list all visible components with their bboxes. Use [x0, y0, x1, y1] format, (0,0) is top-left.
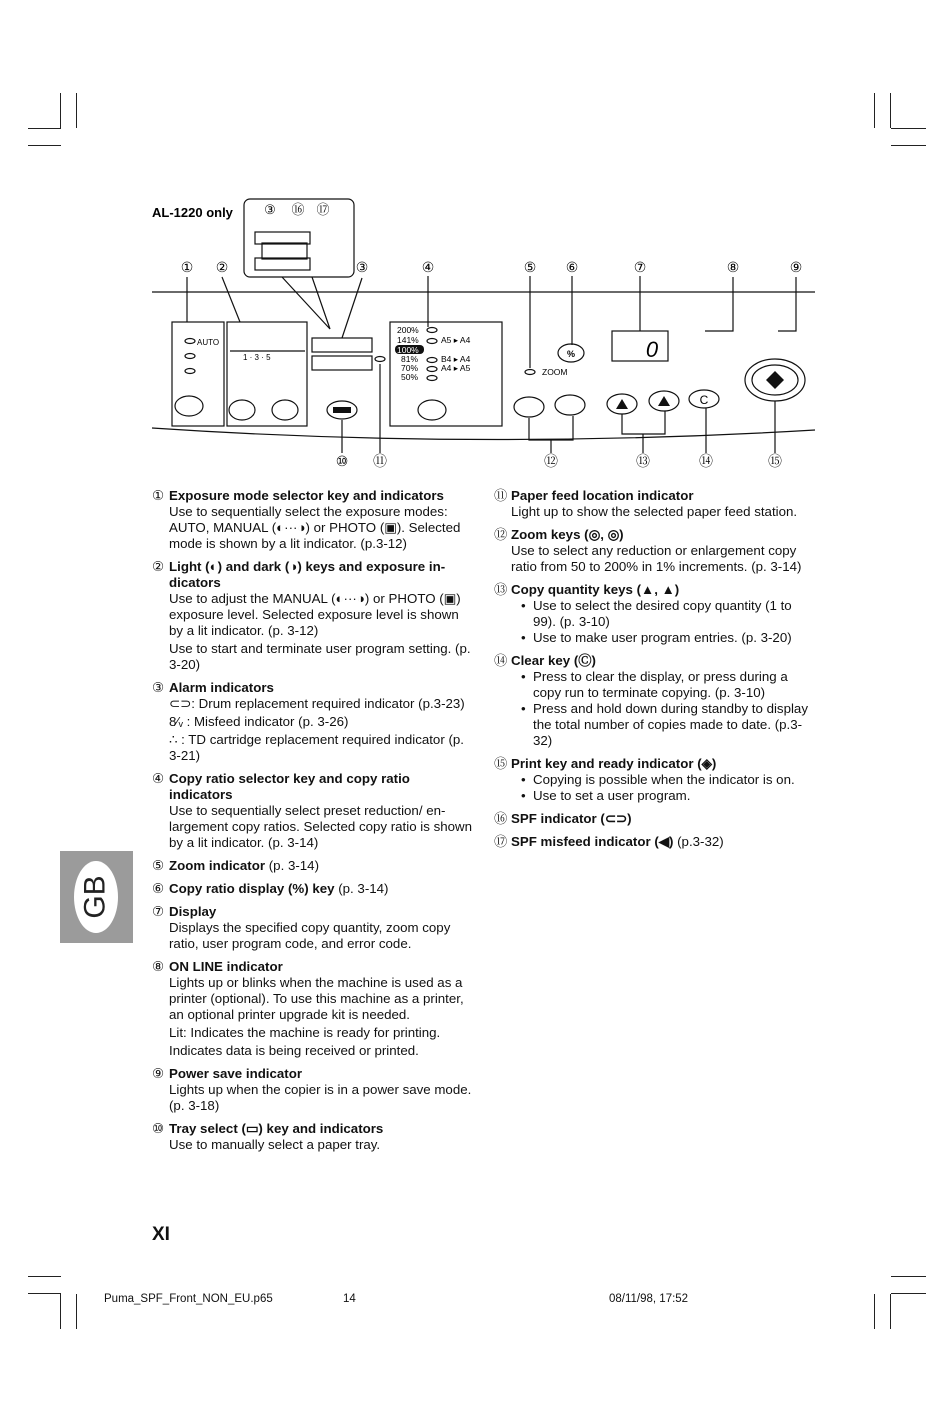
entry-text: Indicates data is being received or printed.	[169, 1043, 419, 1058]
copy-up-icon	[658, 396, 670, 406]
entry-number: ⑪	[494, 488, 508, 503]
callout: ⑮	[768, 453, 782, 469]
percent-key[interactable]: %	[566, 349, 576, 359]
entry-title: SPF indicator (⊂⊃)	[511, 811, 632, 826]
entry-heading	[152, 1121, 474, 1137]
entry-number: ②	[152, 559, 164, 574]
callout: ⑯	[291, 202, 305, 217]
callout: ⑦	[633, 259, 647, 275]
crop-mark	[891, 1293, 926, 1294]
entry-text: Use to manually select a paper tray.	[169, 1137, 381, 1152]
model-note: AL-1220 only	[152, 205, 233, 220]
clear-key[interactable]: C	[699, 393, 709, 407]
entry-heading	[494, 756, 816, 772]
ratio-paper: A4 ▸ A5	[441, 363, 471, 373]
description-entry	[152, 771, 474, 851]
footer-date: 08/11/98, 17:52	[609, 1293, 689, 1305]
ratio-paper: B4 ▸ A4	[441, 354, 471, 364]
ratio-label: 70%	[401, 363, 419, 373]
entry-title: Alarm indicators	[169, 680, 274, 695]
callout: ②	[215, 259, 229, 275]
crop-mark	[28, 1293, 61, 1294]
callout: ⑰	[316, 202, 330, 217]
entry-page-ref: (p.3-32)	[673, 834, 724, 849]
entry-heading	[494, 527, 816, 543]
entry-title: Light (◐) and dark (◑) keys and exposure indicators	[169, 559, 446, 590]
tray-icon	[333, 407, 351, 413]
copy-up-icon	[616, 399, 628, 409]
entry-title: Zoom indicator (p. 3-14)	[169, 858, 319, 873]
auto-label: AUTO	[197, 338, 220, 347]
footer-file: Puma_SPF_Front_NON_EU.p65	[104, 1293, 273, 1305]
entry-text: Use to select any reduction or enlargement copy ratio from 50 to 200% in 1% increments. (p. 3-14)	[511, 543, 802, 574]
description-entry	[494, 527, 816, 575]
ratio-paper: A5 ▸ A4	[441, 335, 471, 345]
entry-page-ref: (p. 3-14)	[334, 881, 389, 896]
entry-page-ref: (p. 3-14)	[265, 858, 319, 873]
crop-mark	[891, 1276, 926, 1277]
entry-title: Print key and ready indicator (◈)	[511, 756, 717, 771]
entry-text: ∴ : TD cartridge replacement required indicator (p. 3-21)	[169, 732, 464, 763]
bullet-item: • Press and hold down during standby to display the total number of copies made to date. (p.3-32)	[521, 701, 808, 748]
entry-heading	[152, 858, 474, 874]
callout: ⑤	[523, 259, 537, 275]
callout: ④	[421, 259, 435, 275]
entry-heading	[494, 488, 816, 504]
right-column	[494, 488, 816, 857]
callout: ⑩	[335, 453, 349, 469]
callout: ⑭	[699, 453, 713, 469]
entry-number: ⑦	[152, 904, 164, 919]
entry-title: Power save indicator	[169, 1066, 303, 1081]
entry-number: ⑩	[152, 1121, 164, 1136]
callout: ⑬	[636, 453, 650, 469]
callout: ①	[180, 259, 194, 275]
entry-number: ⑨	[152, 1066, 164, 1081]
entry-number: ⑮	[494, 756, 508, 771]
entry-title: Paper feed location indicator	[511, 488, 694, 503]
ratio-label: 50%	[401, 372, 419, 382]
entry-title: ON LINE indicator	[169, 959, 283, 974]
bullet-item: • Use to select the desired copy quantity (1 to 99). (p. 3-10)	[521, 598, 792, 629]
description-entry	[152, 904, 474, 952]
operation-panel-diagram	[0, 0, 950, 480]
display-digit: 0	[645, 337, 659, 362]
bullet-item: • Use to make user program entries. (p. 3-20)	[521, 630, 792, 645]
description-entry	[152, 1066, 474, 1114]
ratio-label: 141%	[397, 335, 419, 345]
entry-number: ⑫	[494, 527, 508, 542]
entry-heading	[494, 653, 816, 669]
description-entry	[152, 1121, 474, 1153]
entry-text: Use to start and terminate user program setting. (p. 3-20)	[169, 641, 471, 672]
entry-title: SPF misfeed indicator (◀) (p.3-32)	[511, 834, 724, 849]
description-entry	[152, 559, 474, 673]
entry-text: 8⁄ᵥ : Misfeed indicator (p. 3-26)	[169, 714, 349, 729]
entry-title: Clear key (Ⓒ)	[511, 653, 596, 668]
callout: ⑪	[373, 453, 387, 469]
ratio-label: 100%	[397, 345, 419, 355]
entry-text: ⊂⊃: Drum replacement required indicator (p.3-23)	[169, 696, 465, 711]
entry-number: ⑰	[494, 834, 508, 849]
callout: ⑫	[544, 453, 558, 469]
entry-heading	[494, 582, 816, 598]
entry-number: ④	[152, 771, 164, 786]
tab-label: GB	[78, 875, 112, 919]
entry-number: ⑭	[494, 653, 508, 668]
crop-mark	[874, 1294, 875, 1329]
entry-heading	[152, 559, 474, 591]
description-entry	[494, 582, 816, 646]
description-entry	[152, 881, 474, 897]
entry-heading	[152, 1066, 474, 1082]
top-callouts	[181, 259, 803, 275]
description-entry	[152, 680, 474, 764]
entry-number: ⑯	[494, 811, 508, 826]
description-entry	[494, 834, 816, 850]
description-entry	[494, 653, 816, 749]
entry-text: Use to sequentially select the exposure modes: AUTO, MANUAL (◐···◑) or PHOTO (▣). Selected mode is shown by a lit indicator. (p.3-12)	[169, 504, 461, 551]
crop-mark	[76, 1294, 77, 1329]
entry-heading	[494, 811, 816, 827]
entry-text: Lights up when the copier is in a power save mode. (p. 3-18)	[169, 1082, 472, 1113]
callout: ⑨	[789, 259, 803, 275]
page-number: XI	[152, 1224, 170, 1245]
entry-title: Copy quantity keys (▲, ▲)	[511, 582, 680, 597]
entry-heading	[152, 959, 474, 975]
entry-number: ⑧	[152, 959, 164, 974]
callout: ⑥	[565, 259, 579, 275]
entry-title: Exposure mode selector key and indicators	[169, 488, 444, 503]
crop-mark	[60, 1294, 61, 1329]
entry-title: Copy ratio selector key and copy ratio indicators	[169, 771, 410, 802]
entry-number: ③	[152, 680, 164, 695]
ratio-label: 200%	[397, 325, 419, 335]
left-column	[152, 488, 474, 1160]
description-entry	[152, 959, 474, 1059]
entry-text: Use to sequentially select preset reduction/ enlargement copy ratios. Selected copy ratio is shown by a lit indicator. (p. 3-14)	[169, 803, 473, 850]
description-entry	[152, 858, 474, 874]
entry-heading	[152, 680, 474, 696]
bullet-item: • Copying is possible when the indicator is on.	[521, 772, 795, 787]
entry-title: Display	[169, 904, 217, 919]
bullet-item: • Use to set a user program.	[521, 788, 691, 803]
entry-heading	[152, 881, 474, 897]
ratio-labels	[395, 325, 471, 382]
exposure-scale: 1 · 3 · 5	[243, 353, 271, 362]
zoom-label: ZOOM	[542, 367, 568, 377]
entry-text: Lights up or blinks when the machine is used as a printer (optional). To use this machine as a printer, an optional printer upgrade kit is needed.	[169, 975, 464, 1022]
entry-heading	[152, 904, 474, 920]
entry-number: ⑬	[494, 582, 508, 597]
entry-text: Displays the specified copy quantity, zoom copy ratio, user program code, and error code.	[169, 920, 451, 951]
crop-mark	[28, 1276, 61, 1277]
entry-title: Copy ratio display (%) key (p. 3-14)	[169, 881, 389, 896]
footer-page: 14	[343, 1293, 356, 1305]
entry-heading	[494, 834, 816, 850]
entry-heading	[152, 771, 474, 803]
bottom-callouts	[336, 453, 782, 469]
entry-title: Tray select (▭) key and indicators	[169, 1121, 384, 1136]
description-entry	[494, 488, 816, 520]
entry-number: ⑤	[152, 858, 164, 873]
entry-text: Light up to show the selected paper feed station.	[511, 504, 798, 519]
entry-number: ⑥	[152, 881, 164, 896]
crop-mark	[890, 1294, 891, 1329]
entry-title: Zoom keys (◎, ◎)	[511, 527, 624, 542]
inset-callouts	[264, 202, 329, 217]
description-entry	[152, 488, 474, 552]
entry-text: Use to adjust the MANUAL (◐···◑) or PHOTO (▣) exposure level. Selected exposure level is shown by a lit indicator. (p. 3-12)	[169, 591, 461, 638]
print-icon	[766, 371, 784, 389]
language-tab	[60, 851, 133, 943]
bullet-item: • Press to clear the display, or press during a copy run to terminate copying. (p. 3-10)	[521, 669, 788, 700]
callout: ③	[355, 259, 369, 275]
ratio-label: 81%	[401, 354, 419, 364]
entry-text: Lit: Indicates the machine is ready for printing.	[169, 1025, 441, 1040]
entry-heading	[152, 488, 474, 504]
entry-number: ①	[152, 488, 164, 503]
callout: ③	[264, 202, 276, 217]
callout: ⑧	[726, 259, 740, 275]
description-entry	[494, 811, 816, 827]
description-entry	[494, 756, 816, 804]
